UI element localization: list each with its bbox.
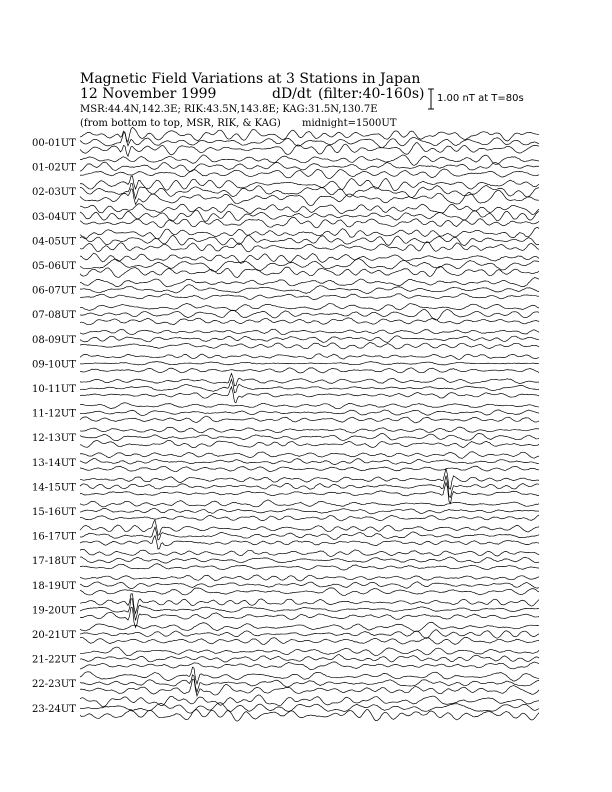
- trace-msr: [80, 679, 539, 696]
- trace-kag: [80, 667, 539, 684]
- trace-rik: [80, 133, 539, 148]
- trace-rik: [80, 336, 539, 343]
- row-label: 14-15UT: [32, 482, 76, 494]
- row-label: 04-05UT: [32, 236, 76, 248]
- row-label: 11-12UT: [32, 408, 76, 420]
- trace-msr: [80, 342, 539, 348]
- row-label: 15-16UT: [32, 507, 76, 518]
- trace-rik: [80, 210, 539, 221]
- trace-kag: [80, 354, 539, 360]
- trace-rik: [80, 459, 539, 465]
- row-label: 23-24UT: [32, 703, 76, 715]
- row-label: 02-03UT: [32, 187, 76, 199]
- trace-rik: [80, 410, 539, 416]
- trace-msr: [80, 515, 539, 521]
- trace-rik: [80, 508, 539, 514]
- row-label: 06-07UT: [32, 285, 76, 297]
- trace-kag: [80, 227, 539, 238]
- trace-msr: [80, 710, 539, 722]
- row-label: 08-09UT: [32, 334, 76, 346]
- trace-kag: [80, 622, 539, 631]
- trace-rik: [80, 433, 539, 440]
- trace-msr: [80, 466, 539, 472]
- trace-msr: [80, 482, 539, 503]
- trace-kag: [80, 373, 539, 385]
- trace-msr: [80, 536, 539, 550]
- row-label: 12-13UT: [32, 433, 76, 445]
- trace-rik: [80, 655, 539, 662]
- trace-msr: [80, 387, 539, 403]
- trace-rik: [80, 361, 539, 365]
- trace-rik: [80, 235, 539, 245]
- trace-kag: [80, 468, 539, 489]
- row-label: 19-20UT: [32, 605, 76, 617]
- trace-rik: [80, 630, 539, 639]
- row-label: 00-01UT: [32, 138, 76, 149]
- trace-msr: [80, 143, 539, 157]
- trace-msr: [80, 368, 539, 373]
- trace-rik: [80, 259, 539, 272]
- trace-msr: [80, 217, 539, 228]
- row-label: 13-14UT: [32, 457, 76, 469]
- trace-kag: [80, 575, 539, 581]
- trace-kag: [80, 155, 539, 165]
- trace-rik: [80, 162, 539, 171]
- row-label: 05-06UT: [32, 261, 76, 272]
- scale-bar-label: 1.00 nT at T=80s: [437, 93, 524, 104]
- trace-kag: [80, 278, 539, 287]
- row-label: 20-21UT: [32, 630, 76, 641]
- trace-msr: [80, 318, 539, 325]
- trace-rik: [80, 703, 539, 713]
- row-label: 21-22UT: [32, 654, 76, 666]
- trace-msr: [80, 662, 539, 670]
- trace-order-note: (from bottom to top, MSR, RIK, & KAG): [80, 118, 281, 129]
- trace-msr: [80, 294, 539, 300]
- trace-rik: [80, 582, 539, 589]
- trace-msr: [80, 242, 539, 252]
- row-label: 01-02UT: [32, 162, 76, 174]
- trace-msr: [80, 564, 539, 570]
- trace-msr: [80, 266, 539, 277]
- scale-bar-icon: [428, 89, 434, 109]
- trace-msr: [80, 588, 539, 595]
- row-label: 18-19UT: [32, 580, 76, 592]
- chart-date: 12 November 1999: [80, 86, 217, 102]
- trace-kag: [80, 549, 539, 556]
- trace-kag: [80, 253, 539, 263]
- trace-msr: [80, 440, 539, 447]
- trace-kag: [80, 520, 539, 535]
- trace-kag: [80, 427, 539, 433]
- row-label: 09-10UT: [32, 359, 76, 371]
- row-label: 03-04UT: [32, 211, 76, 223]
- trace-rik: [80, 557, 539, 563]
- trace-kag: [80, 500, 539, 507]
- row-label: 22-23UT: [32, 679, 76, 691]
- trace-msr: [80, 637, 539, 644]
- row-label: 17-18UT: [32, 556, 76, 568]
- trace-kag: [80, 304, 539, 311]
- midnight-note: midnight=1500UT: [302, 118, 397, 129]
- trace-kag: [80, 403, 539, 409]
- trace-kag: [80, 329, 539, 335]
- trace-rik: [80, 285, 539, 294]
- trace-kag: [80, 695, 539, 707]
- filter-label: (filter:40-160s): [318, 86, 425, 102]
- chart-title: Magnetic Field Variations at 3 Stations in Japan: [80, 71, 421, 87]
- trace-kag: [80, 452, 539, 459]
- trace-kag: [80, 647, 539, 656]
- row-label: 07-08UT: [32, 310, 76, 322]
- trace-rik: [80, 183, 539, 198]
- row-label: 10-11UT: [32, 384, 76, 395]
- row-label: 16-17UT: [32, 531, 76, 543]
- station-coordinates: MSR:44.4N,142.3E; RIK:43.5N,143.8E; KAG:31.5N,130.7E: [80, 104, 378, 115]
- trace-msr: [80, 169, 539, 179]
- data-type-label: dD/dt: [272, 86, 312, 102]
- trace-msr: [80, 416, 539, 423]
